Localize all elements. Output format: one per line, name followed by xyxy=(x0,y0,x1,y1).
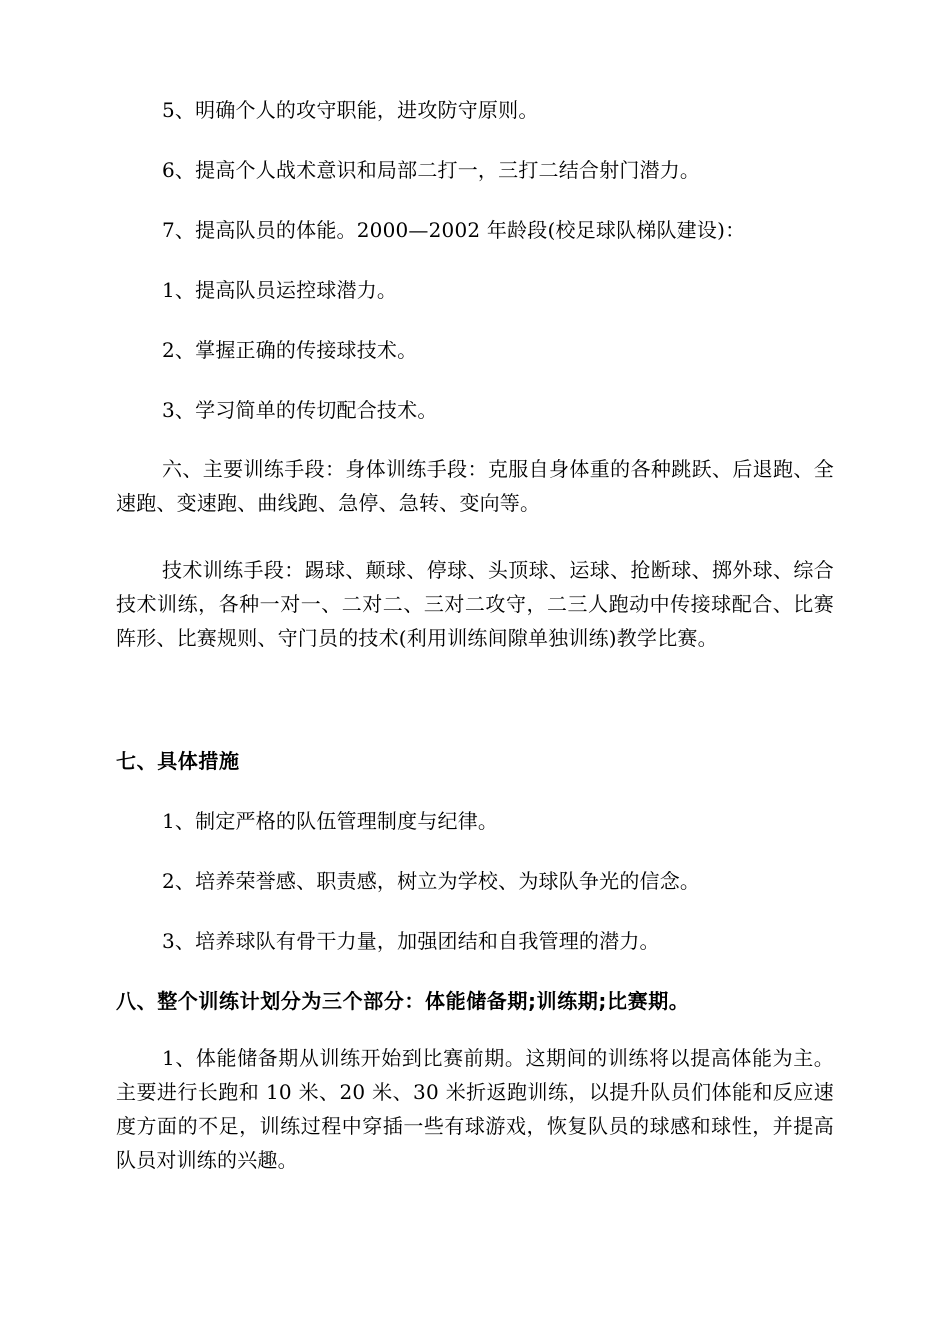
list-item: 1、提高队员运控球潜力。 xyxy=(162,278,398,302)
technical-training-paragraph: 技术训练手段：踢球、颠球、停球、头顶球、运球、抢断球、掷外球、综合技术训练，各种一对一、二对二、三对二攻守，二三人跑动中传接球配合、比赛阵形、比赛规则、守门员的技术(利用训练间隙单独训练)教学比赛。 xyxy=(116,558,834,650)
list-item: 2、掌握正确的传接球技术。 xyxy=(162,338,418,362)
list-item: 2、培养荣誉感、职责感，树立为学校、为球队争光的信念。 xyxy=(162,869,701,893)
list-item: 3、培养球队有骨干力量，加强团结和自我管理的潜力。 xyxy=(162,929,660,953)
list-item: 5、明确个人的攻守职能，进攻防守原则。 xyxy=(162,98,539,122)
list-item: 1、制定严格的队伍管理制度与纪律。 xyxy=(162,809,499,833)
list-item: 3、学习简单的传切配合技术。 xyxy=(162,398,438,422)
section-heading: 七、具体措施 xyxy=(116,749,240,773)
fitness-period-paragraph: 1、体能储备期从训练开始到比赛前期。这期间的训练将以提高体能为主。主要进行长跑和 10 米、20 米、30 米折返跑训练，以提升队员们体能和反应速度方面的不足，训练过程中穿插一些有球游戏，恢复队员的球感和球性，并提高队员对训练的兴趣。 xyxy=(116,1046,834,1172)
section-heading: 八、整个训练计划分为三个部分：体能储备期;训练期;比赛期。 xyxy=(116,989,690,1013)
list-item: 7、提高队员的体能。2000—2002 年龄段(校足球队梯队建设)： xyxy=(162,218,746,242)
training-methods-paragraph: 六、主要训练手段：身体训练手段：克服自身体重的各种跳跃、后退跑、全速跑、变速跑、曲线跑、急停、急转、变向等。 xyxy=(116,457,834,515)
list-item: 6、提高个人战术意识和局部二打一，三打二结合射门潜力。 xyxy=(162,158,701,182)
